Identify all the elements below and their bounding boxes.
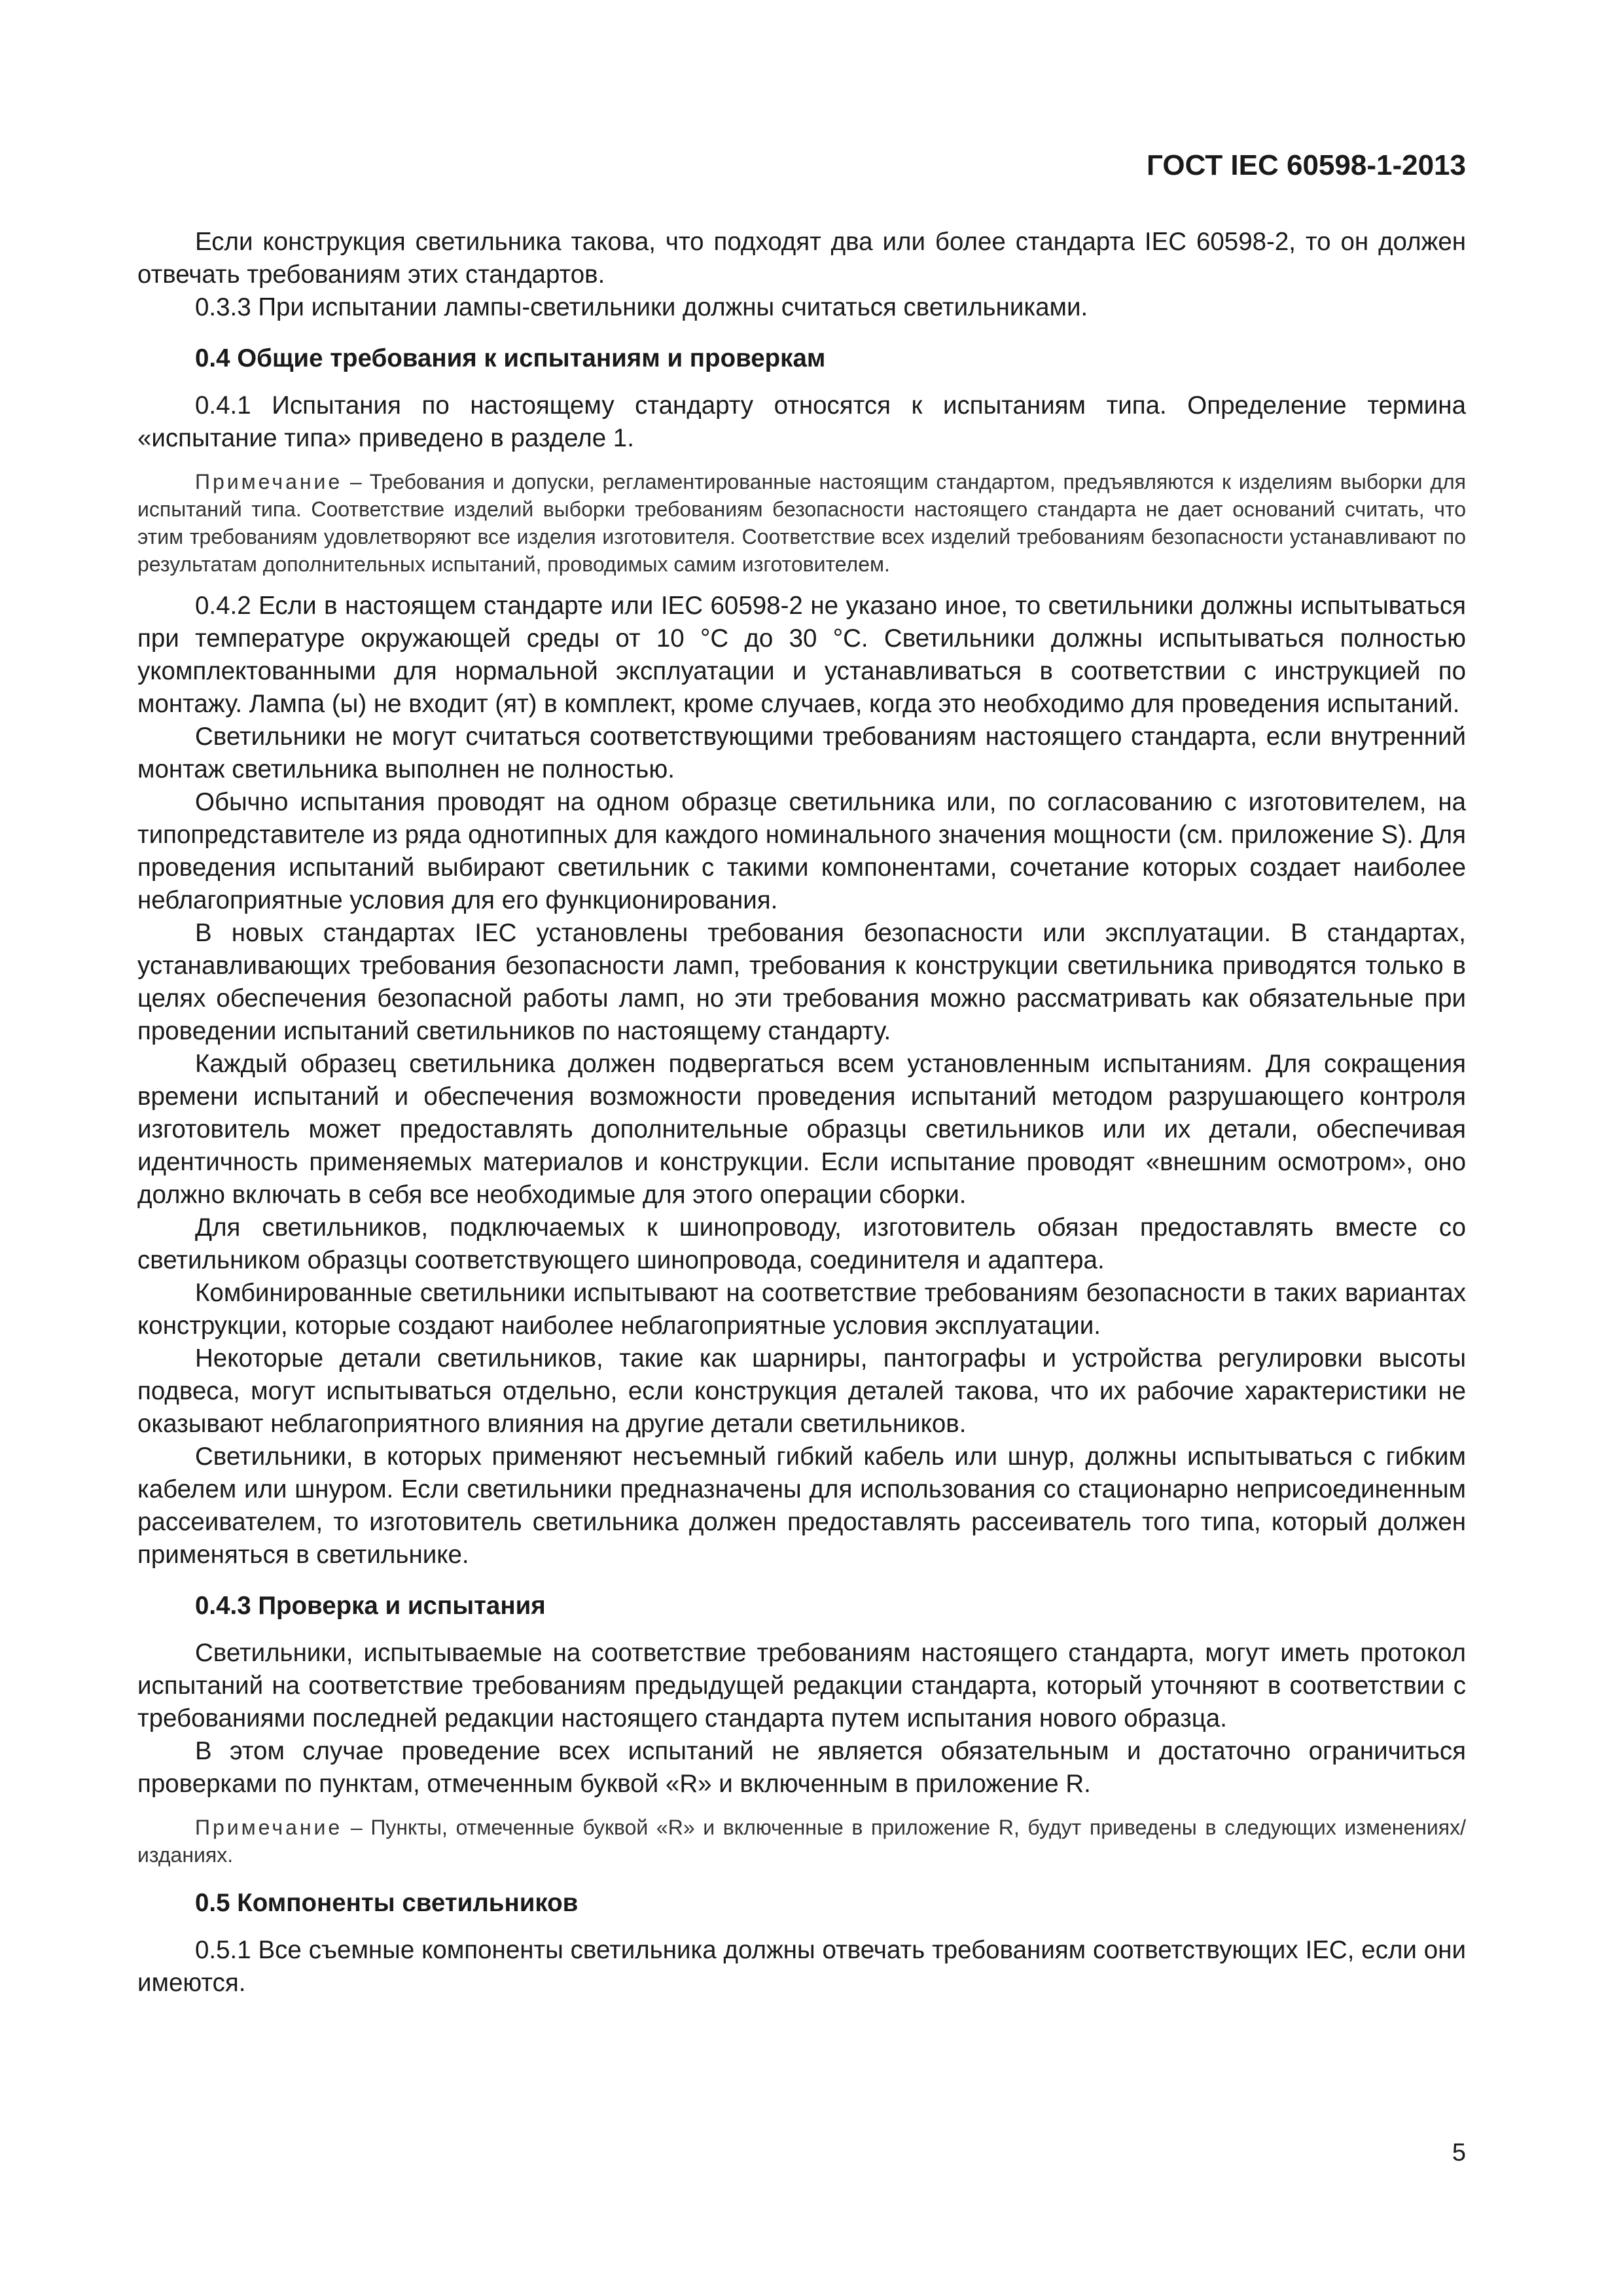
paragraph: Каждый образец светильника должен подвергаться всем установленным испытаниям. Для сокращения времени испытаний и обеспечения возможности проведения испытаний методом разрушающего контроля изготовитель может предоставлять дополнительные образцы светильников или их детали, обеспечивая идентичность применяемых материалов и конструкции. Если испытание проводят «внешним осмотром», оно должно включать в себя все необходимые для этого операции сборки. — [137, 1050, 1466, 1209]
document-code: ГОСТ IEC 60598-1-2013 — [1147, 149, 1466, 181]
note — [137, 1814, 1466, 1869]
paragraph: 0.3.3 При испытании лампы-светильники должны считаться светильниками. — [195, 293, 1088, 321]
note-label: Примечание — [195, 470, 343, 493]
section-heading: 0.4 Общие требования к испытаниям и проверкам — [195, 344, 826, 372]
paragraph: Если конструкция светильника такова, что подходят два или более стандарта IEC 60598-2, то он должен отвечать требованиям этих стандартов. — [137, 228, 1466, 289]
paragraph: 0.4.1 Испытания по настоящему стандарту относятся к испытаниям типа. Определение термина «испытание типа» приведено в разделе 1. — [137, 391, 1466, 452]
paragraph: Светильники, в которых применяют несъемный гибкий кабель или шнур, должны испытываться с гибким кабелем или шнуром. Если светильники предназначены для использования со стационарно неприсоединенным рассеивателем, то изготовитель светильника должен предоставлять рассеиватель того типа, который должен применяться в светильнике. — [137, 1443, 1466, 1569]
paragraph: В этом случае проведение всех испытаний не является обязательным и достаточно ограничиться проверками по пунктам, отмеченным буквой «R» и включенным в приложение R. — [137, 1737, 1466, 1798]
section-heading: 0.4.3 Проверка и испытания — [195, 1592, 546, 1620]
paragraph: 0.5.1 Все съемные компоненты светильника должны отвечать требованиям соответствующих IEC, если они имеются. — [137, 1936, 1466, 1997]
note — [137, 468, 1466, 578]
section-heading: 0.5 Компоненты светильников — [195, 1889, 579, 1917]
note-text: – Требования и допуски, регламентированные настоящим стандартом, предъявляются к изделиям выборки для испытаний типа. Соответствие изделий выборки требованиям безопасности настоящего стандарта не дает оснований считать, что этим требованиям удовлетворяют все изделия изготовителя. Соответствие всех изделий требованиям безопасности устанавливают по результатам дополнительных испытаний, проводимых самим изготовителем. — [137, 470, 1466, 576]
note-label: Примечание — [195, 1816, 343, 1839]
paragraph: Светильники не могут считаться соответствующими требованиям настоящего стандарта, если внутренний монтаж светильника выполнен не полностью. — [137, 723, 1466, 783]
paragraph: В новых стандартах IEC установлены требования безопасности или эксплуатации. В стандартах, устанавливающих требования безопасности ламп, требования к конструкции светильника приводятся только в целях обеспечения безопасной работы ламп, но эти требования можно рассматривать как обязательные при проведении испытаний светильников по настоящему стандарту. — [137, 919, 1466, 1045]
paragraph: Некоторые детали светильников, такие как шарниры, пантографы и устройства регулировки высоты подвеса, могут испытываться отдельно, если конструкция деталей такова, что их рабочие характеристики не оказывают неблагоприятного влияния на другие детали светильников. — [137, 1344, 1466, 1438]
document-body — [137, 226, 1466, 2000]
paragraph: Светильники, испытываемые на соответствие требованиям настоящего стандарта, могут иметь протокол испытаний на соответствие требованиям предыдущей редакции стандарта, который уточняют в соответствии с требованиями последней редакции настоящего стандарта путем испытания нового образца. — [137, 1639, 1466, 1732]
note-text: – Пункты, отмеченные буквой «R» и включенные в приложение R, будут приведены в следующих изменениях/изданиях. — [137, 1816, 1466, 1867]
paragraph: Обычно испытания проводят на одном образце светильника или, по согласованию с изготовителем, на типопредставителе из ряда однотипных для каждого номинального значения мощности (см. приложение S). Для проведения испытаний выбирают светильник с такими компонентами, сочетание которых создает наиболее неблагоприятные условия для его функционирования. — [137, 788, 1466, 914]
page-number: 5 — [1452, 2139, 1466, 2166]
paragraph: Для светильников, подключаемых к шинопроводу, изготовитель обязан предоставлять вместе со светильником образцы соответствующего шинопровода, соединителя и адаптера. — [137, 1213, 1466, 1274]
paragraph: 0.4.2 Если в настоящем стандарте или IEC 60598-2 не указано иное, то светильники должны испытываться при температуре окружающей среды от 10 °С до 30 °С. Светильники должны испытываться полностью укомплектованными для нормальной эксплуатации и устанавливаться в соответствии с инструкцией по монтажу. Лампа (ы) не входит (ят) в комплект, кроме случаев, когда это необходимо для проведения испытаний. — [137, 592, 1466, 718]
paragraph: Комбинированные светильники испытывают на соответствие требованиям безопасности в таких вариантах конструкции, которые создают наиболее неблагоприятные условия эксплуатации. — [137, 1279, 1466, 1340]
